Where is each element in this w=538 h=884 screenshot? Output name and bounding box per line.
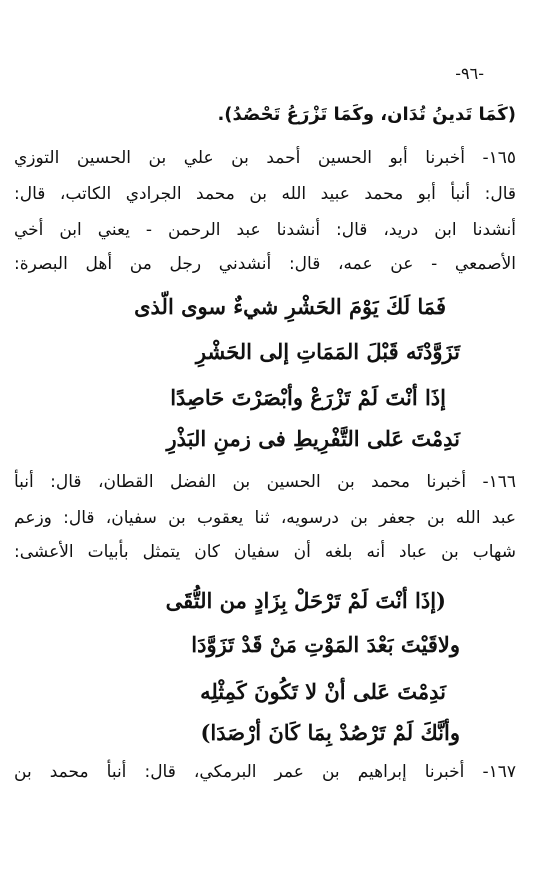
page-number: -٩٦- <box>455 64 484 83</box>
text-line-166-3: شهاب بن عباد أنه بلغه أن سفيان كان يتمثل بأبيات الأعشى: <box>14 542 516 562</box>
proverb-line: (كَمَا تَدينُ تُدَان، وكَمَا تَزْرَعُ تَحْصُدُ). <box>217 104 516 125</box>
verse-line: نَدِمْتَ عَلى التَّفْرِيطِ فى زمنِ البَذْرِ <box>166 426 460 451</box>
verse-line: (إذَا أنْتَ لَمْ تَرْحَلْ بِزَادٍ من التُّقَى <box>165 588 446 613</box>
text-line-167-1: ١٦٧- أخبرنا إبراهيم بن عمر البرمكي، قال: أنبأ محمد بن <box>14 762 516 782</box>
text-line-165-1: ١٦٥- أخبرنا أبو الحسين أحمد بن علي بن الحسين التوزي <box>14 148 516 168</box>
text-line-166-2: عبد الله بن جعفر بن درسويه، ثنا يعقوب بن سفيان، قال: وزعم <box>14 508 516 528</box>
verse-line: إذَا أنْتَ لَمْ تَزْرَعْ وأبْصَرْتَ حَاصِدًا <box>170 385 446 410</box>
verse-line: تَزَوَّدْتَه قَبْلَ المَمَاتِ إلى الحَشْرِ <box>195 339 460 364</box>
verse-line: فَمَا لَكَ يَوْمَ الحَشْرِ شيءٌ سوى الّذى <box>134 294 446 319</box>
text-line-165-2: قال: أنبأ أبو محمد عبيد الله بن محمد الجرادي الكاتب، قال: <box>14 184 516 204</box>
text-line-165-4: الأصمعي - عن عمه، قال: أنشدني رجل من أهل البصرة: <box>14 254 516 274</box>
verse-line: نَدِمْتَ عَلى أنْ لا تَكُونَ كَمِثْلِه <box>200 679 446 704</box>
text-line-166-1: ١٦٦- أخبرنا محمد بن الحسين بن الفضل القطان، قال: أنبأ <box>14 472 516 492</box>
verse-line: وأنَّكَ لَمْ تَرْصُدْ بِمَا كَانَ أرْصَدَا) <box>200 720 460 745</box>
verse-line: ولاقَيْتَ بَعْدَ المَوْتِ مَنْ قَدْ تَزَوَّدَا <box>191 632 460 657</box>
text-line-165-3: أنشدنا ابن دريد، قال: أنشدنا عبد الرحمن - يعني ابن أخي <box>14 220 516 240</box>
